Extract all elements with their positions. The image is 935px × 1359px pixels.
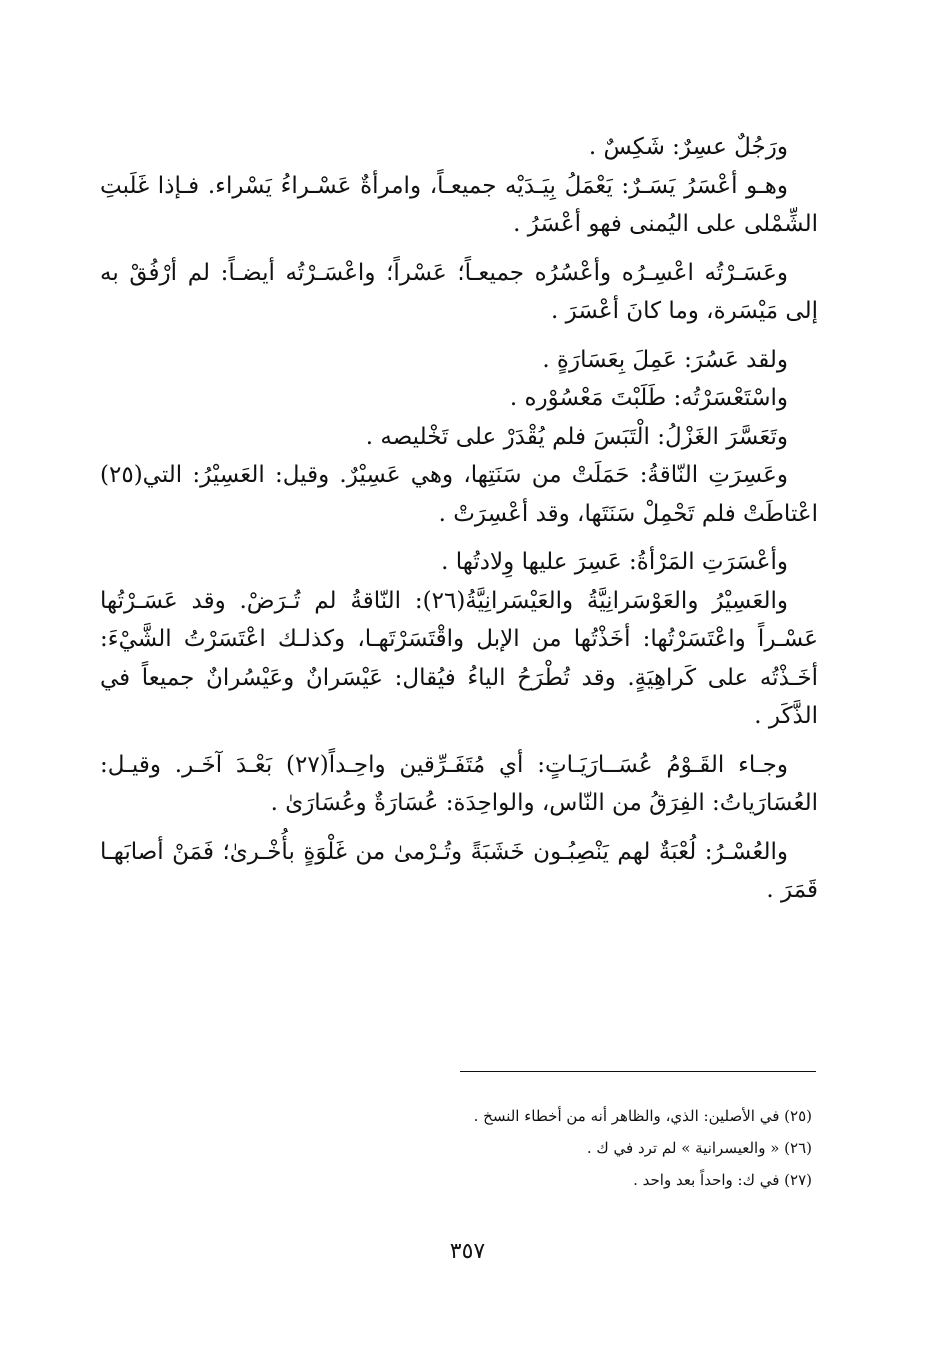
paragraph: واسْتَعْسَرْتُه: طَلَبْتَ مَعْسُوْره . [509, 385, 788, 411]
footnote: (٢٥) في الأصلين: الذي، والظاهر أنه من أخطاء النسخ . [473, 1107, 812, 1125]
paragraph: وهـو أعْسَرُ يَسَـرٌ: يَعْمَلُ بِيَـدَيْه جميعـاً، وامرأةٌ عَسْـراءُ يَسْراء. فـإذا غَلَبتِ الشِّمْلى على اليُمنى فهو أعْسَرُ . [100, 172, 818, 237]
paragraph: ورَجُلٌ عسِرٌ: شَكِسٌ . [588, 134, 788, 160]
footnotes [100, 1100, 812, 1196]
footnote: (٢٧) في ك: واحداً بعد واحد . [633, 1171, 812, 1189]
paragraph: وعَسِرَتِ النّاقةُ: حَمَلَتْ من سَنَتِها، وهي عَسِيْرٌ. وقيل: العَسِيْرُ: التي(٢٥) اعْتاطَتْ فلم تَحْمِلْ سَنَتَها، وقد أعْسِرَتْ . [100, 462, 818, 527]
paragraph: وجـاء القَـوْمُ عُسَــارَيَـاتٍ: أي مُتَفَـرِّقين واحِـداً(٢٧) بَعْـدَ آخَـر. وقيـل: العُسَارَياتُ: الفِرَقُ من النّاس، والواحِدَة: عُسَارَةٌ وعُسَارَىٰ . [100, 751, 818, 816]
footnote: (٢٦) « والعيسرانية » لم ترد في ك . [586, 1139, 812, 1157]
paragraph: وتَعَسَّرَ الغَزْلُ: الْتَبَسَ فلم يُقْدَرْ على تَخْليصه . [365, 423, 788, 450]
paragraph: ولقد عَسُرَ: عَمِلَ بِعَسَارَةٍ . [542, 346, 788, 373]
main-text-body [100, 128, 818, 910]
paragraph: والعَسِيْرُ والعَوْسَرانِيَّةُ والعَيْسَرانِيَّةُ(٢٦): النّاقةُ لم تُـرَضْ. وقد عَسَـرْتُها عَسْـراً واعْتَسَرْتُها: أخَذْتُها من الإبل واقْتَسَرْتَهـا، وكذلـك اعْتَسَرْتُ الشَّيْءَ: أخَـذْتُه على كَراهِيَةٍ. وقد تُطْرَحُ الياءُ فيُقال: عَيْسَرانٌ وعَيْسُرانٌ جميعاً في الذَّكَر . [100, 587, 818, 729]
paragraph: والعُسْـرُ: لُعْبَةٌ لهم يَنْصِبُـون خَشَبَةً وتُـرْمىٰ من غَلْوَةٍ بأُخْـرىٰ؛ فَمَنْ أصابَهـا قَمَرَ . [100, 838, 818, 903]
page-number: ٣٥٧ [449, 1239, 486, 1264]
paragraph: وأعْسَرَتِ المَرْأةُ: عَسِرَ عليها وِلادتُها . [441, 549, 788, 575]
paragraph: وعَسَـرْتُه اعْسِـرُه وأعْسُرُه جميعـاً؛ عَسْراً؛ واعْسَـرْتُه أيضـاً: لم أرْفُقْ به إلى مَيْسَرة، وما كانَ أعْسَرَ . [100, 259, 818, 324]
footnote-divider [460, 1071, 816, 1072]
